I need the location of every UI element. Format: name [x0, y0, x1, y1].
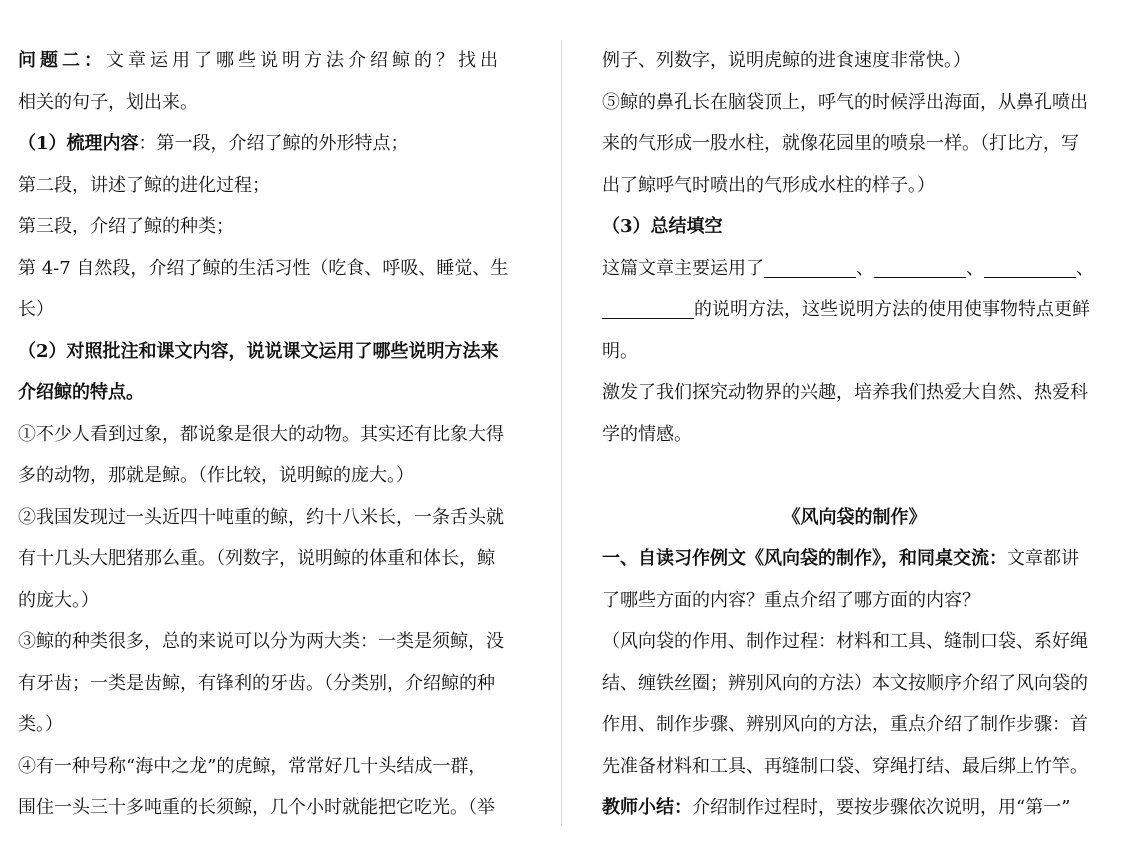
question-2-line: [18, 40, 528, 82]
fill-blank-4[interactable]: [602, 296, 694, 319]
example-5-line-1: ⑤鲸的鼻孔长在脑袋顶上，呼气的时候浮出海面，从鼻孔喷出: [602, 91, 1088, 113]
fill-in-line-2: [602, 289, 1107, 331]
teacher-summary-text: 介绍制作过程时，要按步骤依次说明，用“第一”: [692, 797, 1071, 818]
right-column: [602, 40, 1107, 829]
task-1-line-2: 了哪些方面的内容？重点介绍了哪方面的内容？: [602, 589, 980, 611]
question-2-line-2: 相关的句子，划出来。: [18, 91, 198, 113]
paragraph-4-7-summary: 第 4-7 自然段，介绍了鲸的生活习性（吃食、呼吸、睡觉、生: [18, 257, 509, 279]
answer-line-1: （风向袋的作用、制作过程：材料和工具、缝制口袋、系好绳: [602, 631, 1088, 652]
section-1-label: （1）梳理内容: [18, 133, 139, 154]
answer-line-3: 作用、制作步骤、辨别风向的方法，重点介绍了制作步骤：首: [602, 714, 1088, 735]
task-1-line-1: [602, 538, 1107, 580]
example-3-line-1: ③鲸的种类很多，总的来说可以分为两大类：一类是须鲸，没: [18, 631, 504, 652]
spacer: [602, 455, 1107, 497]
section-2-heading-cont: 介绍鲸的特点。: [18, 382, 144, 403]
answer-line-4: 先准备材料和工具、再缝制口袋、穿绳打结、最后绑上竹竿。: [602, 755, 1088, 777]
fill-separator: 、: [856, 257, 874, 279]
example-1-line-2: 多的动物，那就是鲸。（作比较，说明鲸的庞大。）: [18, 465, 414, 486]
example-3-line-2: 有牙齿；一类是齿鲸，有锋利的牙齿。（分类别，介绍鲸的种: [18, 672, 495, 694]
task-1-text: 文章都讲: [1007, 548, 1079, 569]
example-5-line-2: 来的气形成一股水柱，就像花园里的喷泉一样。（打比方，写: [602, 133, 1079, 154]
article-title: 《风向袋的制作》: [782, 506, 927, 528]
interest-line-1: 激发了我们探究动物界的兴趣，培养我们热爱大自然、热爱科: [602, 382, 1088, 403]
fill-in-suffix: 的说明方法，这些说明方法的使用使事物特点更鲜: [694, 299, 1090, 320]
question-2-text: 文章运用了哪些说明方法介绍鲸的？找出: [106, 50, 502, 71]
example-2-line-3: 的庞大。）: [18, 589, 99, 611]
question-2-label: 问题二：: [18, 50, 106, 71]
example-2-line-1: ②我国发现过一头近四十吨重的鲸，约十八米长，一条舌头就: [18, 506, 504, 528]
teacher-summary-label: 教师小结：: [602, 797, 692, 818]
teacher-summary-line: [602, 787, 1107, 829]
section-3-heading: （3）总结填空: [602, 216, 723, 237]
section-1-line: [18, 123, 528, 165]
interest-line-2: 学的情感。: [602, 423, 692, 445]
task-1-label: 一、自读习作例文《风向袋的制作》，和同桌交流：: [602, 548, 1007, 569]
section-1-text: ：第一段，介绍了鲸的外形特点；: [138, 133, 409, 154]
fill-blank-1[interactable]: [764, 255, 856, 278]
fill-in-line-3: 明。: [602, 340, 638, 362]
example-2-line-2: 有十几头大肥猪那么重。（列数字，说明鲸的体重和体长，鲸: [18, 548, 495, 569]
fill-separator: 、: [1076, 257, 1094, 279]
example-4-line-2: 围住一头三十多吨重的长须鲸，几个小时就能把它吃光。（举: [18, 797, 495, 818]
example-4-line-3: 例子、列数字，说明虎鲸的进食速度非常快。）: [602, 50, 971, 71]
fill-blank-2[interactable]: [874, 255, 966, 278]
example-5-line-3: 出了鲸呼气时喷出的气形成水柱的样子。）: [602, 174, 935, 196]
answer-line-2: 结、缠铁丝圈；辨别风向的方法）本文按顺序介绍了风向袋的: [602, 672, 1088, 694]
paragraph-4-7-summary-cont: 长）: [18, 299, 54, 320]
section-2-heading: （2）对照批注和课文内容，说说课文运用了哪些说明方法来: [18, 340, 499, 362]
example-4-line-1: ④有一种号称“海中之龙”的虎鲸，常常好几十头结成一群，: [18, 755, 487, 777]
fill-in-line-1: [602, 248, 1107, 290]
fill-blank-3[interactable]: [984, 255, 1076, 278]
fill-in-prefix: 这篇文章主要运用了: [602, 257, 764, 279]
left-column: [18, 40, 528, 829]
example-3-line-3: 类。）: [18, 714, 63, 735]
fill-separator: 、: [966, 257, 984, 279]
example-1-line-1: ①不少人看到过象，都说象是很大的动物。其实还有比象大得: [18, 423, 504, 445]
paragraph-3-summary: 第三段，介绍了鲸的种类；: [18, 216, 234, 237]
column-divider: [561, 40, 562, 826]
paragraph-2-summary: 第二段，讲述了鲸的进化过程；: [18, 174, 270, 196]
